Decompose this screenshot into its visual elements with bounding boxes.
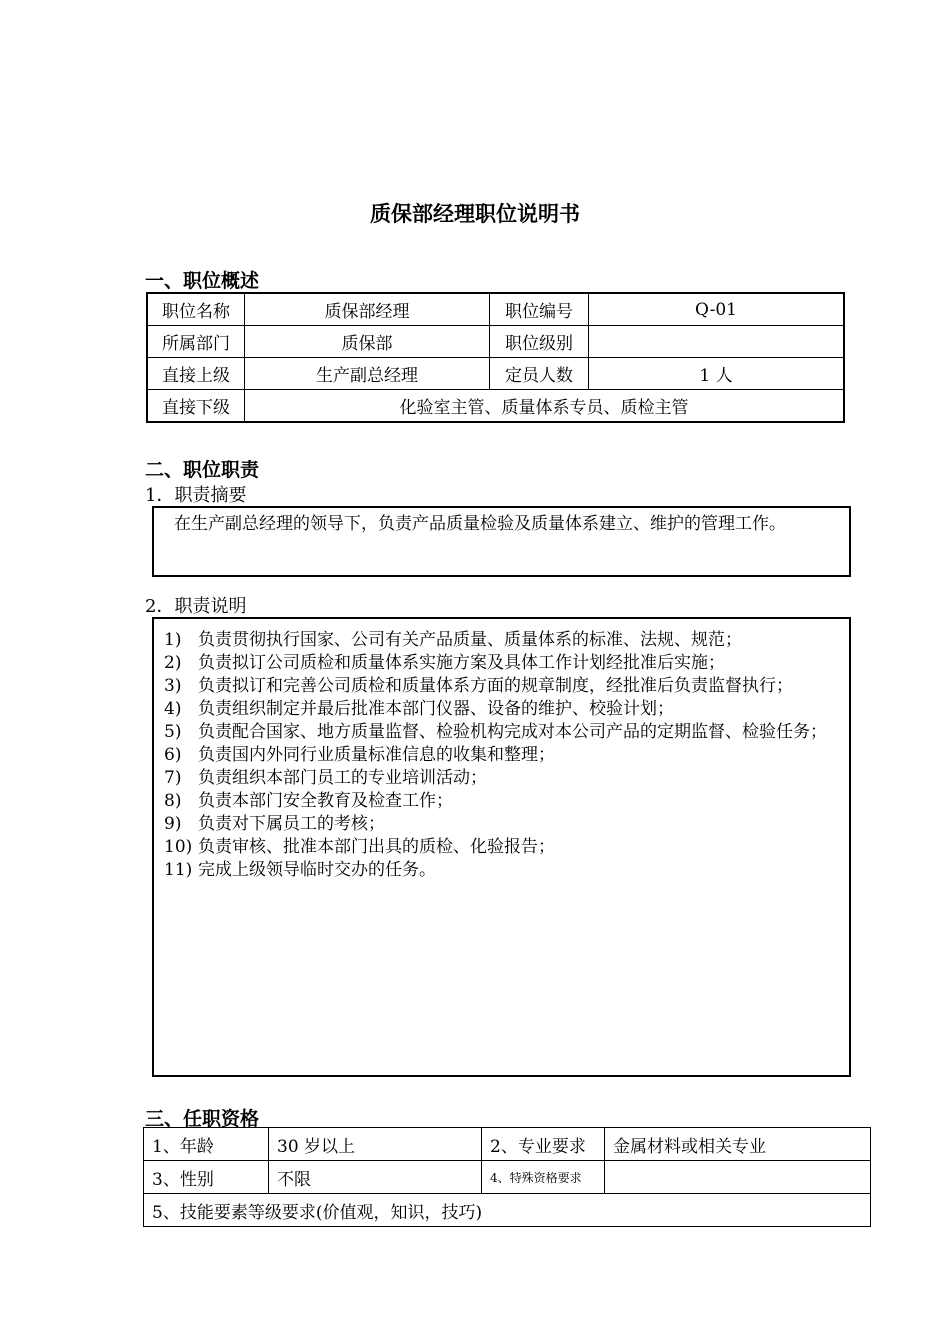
- duty-text: 完成上级领导临时交办的任务。: [198, 860, 436, 880]
- summary-box: 在生产副总经理的领导下，负责产品质量检验及质量体系建立、维护的管理工作。: [152, 506, 851, 577]
- duty-text: 负责对下属员工的考核；: [198, 814, 385, 834]
- duty-text: 负责国内外同行业质量标准信息的收集和整理；: [198, 745, 555, 765]
- section3-heading: 三、任职资格: [145, 1108, 260, 1130]
- duty-text: 负责审核、批准本部门出具的质检、化验报告；: [198, 837, 555, 857]
- duty-item: [164, 790, 841, 813]
- duty-text: 负责贯彻执行国家、公司有关产品质量、质量体系的标准、法规、规范；: [198, 630, 742, 650]
- duty-number: 1): [164, 630, 182, 650]
- detail-heading: 2．职责说明: [145, 596, 247, 617]
- table-row: [147, 326, 844, 358]
- label-cell: 职位级别: [490, 326, 589, 358]
- duties-box: [152, 617, 851, 1077]
- table-row: [144, 1161, 871, 1194]
- duty-number: 8): [164, 791, 182, 811]
- table-row: [144, 1194, 871, 1227]
- label-cell: 直接上级: [147, 358, 245, 390]
- label-cell: 5、技能要素等级要求(价值观，知识，技巧): [144, 1194, 871, 1227]
- table-row: [147, 358, 844, 390]
- duty-item: [164, 859, 841, 882]
- value-cell: 不限: [269, 1161, 482, 1194]
- duty-item: [164, 652, 841, 675]
- table-row: [147, 390, 844, 423]
- page-title: 质保部经理职位说明书: [370, 202, 580, 226]
- qualification-table: [143, 1127, 871, 1227]
- duty-text: 负责组织本部门员工的专业培训活动；: [198, 768, 487, 788]
- value-cell: 金属材料或相关专业: [605, 1128, 871, 1161]
- label-cell: 定员人数: [490, 358, 589, 390]
- label-cell: 4、特殊资格要求: [482, 1161, 605, 1194]
- duty-list: [164, 629, 841, 882]
- duty-item: [164, 813, 841, 836]
- duty-number: 4): [164, 699, 182, 719]
- value-cell: [589, 326, 845, 358]
- duty-number: 10): [164, 837, 193, 857]
- duty-number: 5): [164, 722, 182, 742]
- label-cell: 3、性别: [144, 1161, 269, 1194]
- duty-number: 6): [164, 745, 182, 765]
- table-row: [144, 1128, 871, 1161]
- value-cell: [605, 1161, 871, 1194]
- duty-number: 2): [164, 653, 182, 673]
- duty-number: 9): [164, 814, 182, 834]
- label-cell: 所属部门: [147, 326, 245, 358]
- label-cell: 1、年龄: [144, 1128, 269, 1161]
- duty-item: [164, 744, 841, 767]
- duty-text: 负责组织制定并最后批准本部门仪器、设备的维护、校验计划；: [198, 699, 674, 719]
- label-cell: 职位名称: [147, 293, 245, 326]
- label-cell: 2、专业要求: [482, 1128, 605, 1161]
- duty-item: [164, 629, 841, 652]
- value-cell: 1 人: [589, 358, 845, 390]
- duty-item: [164, 836, 841, 859]
- section1-heading: 一、职位概述: [145, 270, 260, 292]
- duty-item: [164, 675, 841, 698]
- duty-item: [164, 721, 841, 744]
- value-cell: 30 岁以上: [269, 1128, 482, 1161]
- value-cell: 生产副总经理: [245, 358, 490, 390]
- duty-item: [164, 767, 841, 790]
- value-cell: 化验室主管、质量体系专员、质检主管: [245, 390, 845, 423]
- value-cell: 质保部经理: [245, 293, 490, 326]
- duty-number: 3): [164, 676, 182, 696]
- label-cell: 职位编号: [490, 293, 589, 326]
- duty-text: 负责拟订公司质检和质量体系实施方案及具体工作计划经批准后实施；: [198, 653, 725, 673]
- overview-table: [146, 292, 845, 423]
- duty-number: 11): [164, 860, 193, 880]
- duty-number: 7): [164, 768, 182, 788]
- summary-heading: 1．职责摘要: [145, 485, 247, 506]
- duty-text: 负责本部门安全教育及检查工作；: [198, 791, 453, 811]
- duty-text: 负责拟订和完善公司质检和质量体系方面的规章制度，经批准后负责监督执行；: [198, 676, 793, 696]
- value-cell: 质保部: [245, 326, 490, 358]
- label-cell: 直接下级: [147, 390, 245, 423]
- value-cell: Q-01: [589, 293, 845, 326]
- table-row: [147, 293, 844, 326]
- duty-text: 负责配合国家、地方质量监督、检验机构完成对本公司产品的定期监督、检验任务；: [198, 722, 827, 742]
- section2-heading: 二、职位职责: [145, 459, 260, 481]
- duty-item: [164, 698, 841, 721]
